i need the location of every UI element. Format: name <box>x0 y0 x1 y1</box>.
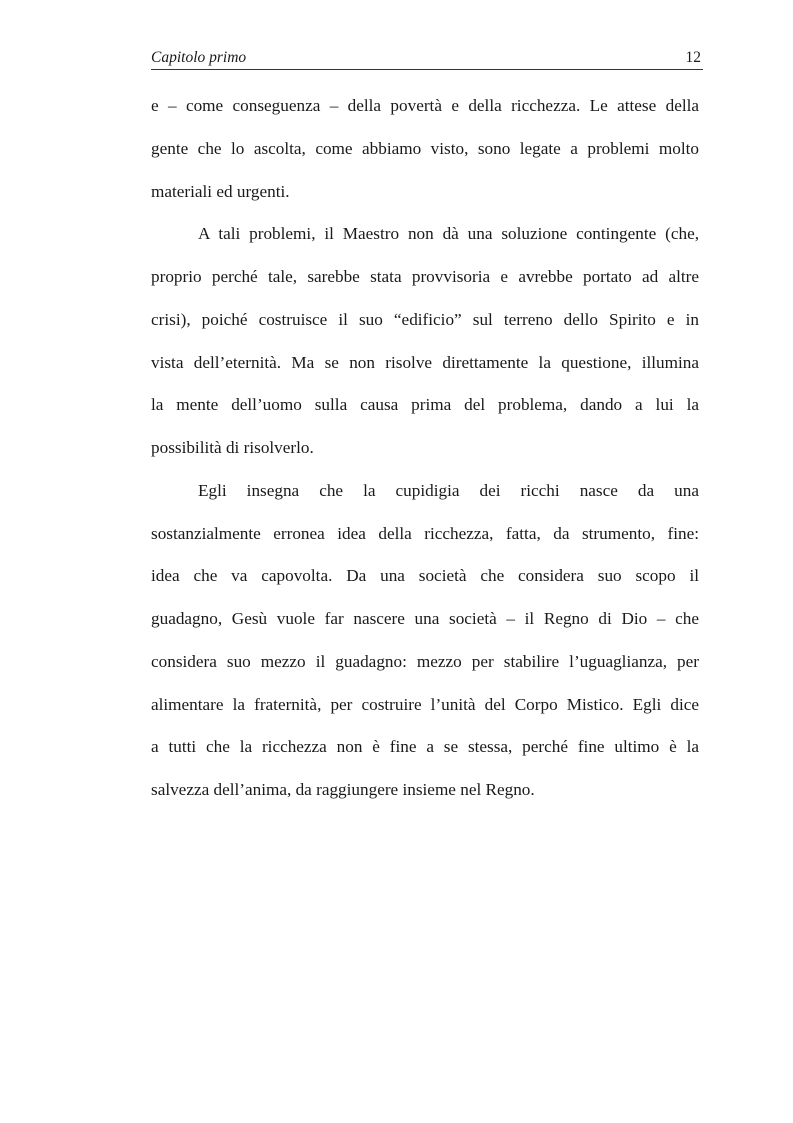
text-line: materiali ed urgenti. <box>151 181 290 201</box>
text-line: vista dell’eternità. Ma se non risolve direttamente la questione, illumina <box>151 352 699 372</box>
page-number: 12 <box>685 49 701 66</box>
text-line: a tutti che la ricchezza non è fine a se stessa, perché fine ultimo è la <box>151 737 699 757</box>
running-header <box>151 47 703 70</box>
text-line: crisi), poiché costruisce il suo “edificio” sul terreno dello Spirito e in <box>151 309 699 329</box>
text-line: la mente dell’uomo sulla causa prima del problema, dando a lui la <box>151 395 699 415</box>
text-line: A tali problemi, il Maestro non dà una soluzione contingente (che, <box>198 224 699 244</box>
chapter-title: Capitolo primo <box>151 49 247 66</box>
text-line: guadagno, Gesù vuole far nascere una società – il Regno di Dio – che <box>151 609 699 628</box>
text-line: idea che va capovolta. Da una società che considera suo scopo il <box>151 566 699 586</box>
text-line: alimentare la fraternità, per costruire l’unità del Corpo Mistico. Egli dice <box>151 694 699 714</box>
text-line: proprio perché tale, sarebbe stata provvisoria e avrebbe portato ad altre <box>151 267 699 286</box>
text-line: sostanzialmente erronea idea della ricchezza, fatta, da strumento, fine: <box>151 523 699 543</box>
text-line: salvezza dell’anima, da raggiungere insieme nel Regno. <box>151 780 535 799</box>
text-line: Egli insegna che la cupidigia dei ricchi nasce da una <box>198 480 699 500</box>
text-line: gente che lo ascolta, come abbiamo visto, sono legate a problemi molto <box>151 138 699 158</box>
text-line: possibilità di risolverlo. <box>151 438 314 457</box>
text-line: considera suo mezzo il guadagno: mezzo per stabilire l’uguaglianza, per <box>151 651 699 671</box>
text-line: e – come conseguenza – della povertà e della ricchezza. Le attese della <box>151 96 699 115</box>
body-text <box>151 92 699 819</box>
